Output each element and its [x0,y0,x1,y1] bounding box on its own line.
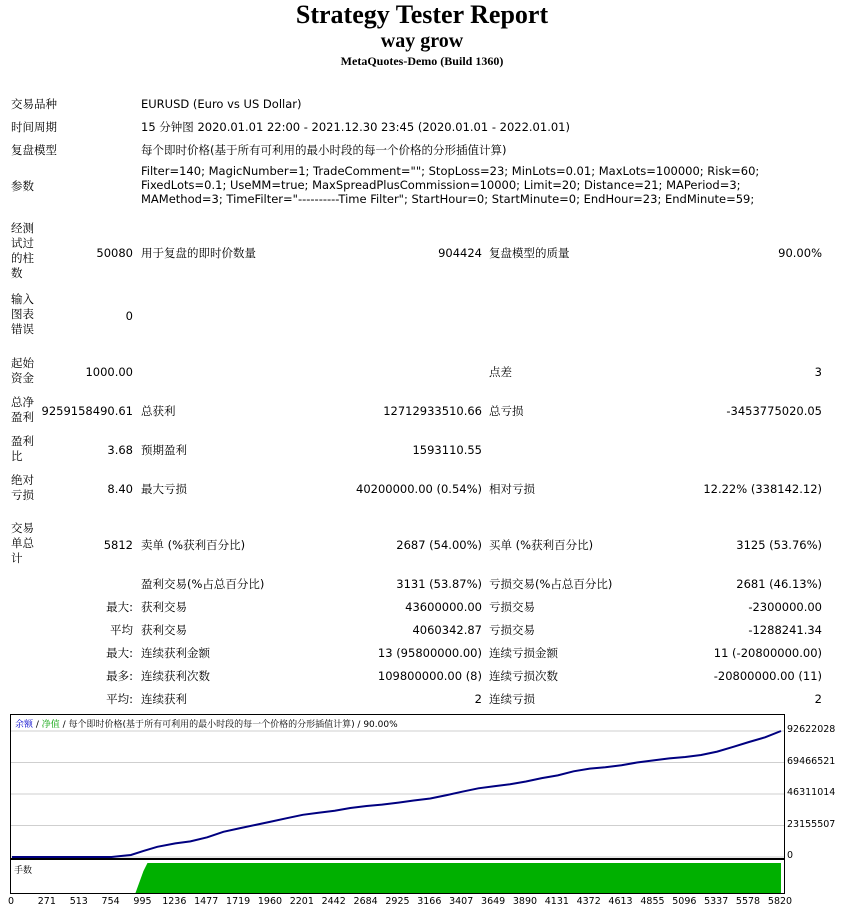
abs-dd-value: 8.40 [107,482,133,496]
rel-dd-value: 12.22% (338142.12) [703,482,822,496]
avg-loss-value: -1288241.34 [748,623,822,637]
max2-prefix: 最大: [106,646,133,660]
x-tick-label: 3649 [481,896,506,907]
pf-label: 盈利比 [11,434,34,463]
deposit-label: 起始资金 [11,356,34,385]
x-tick-label: 1719 [226,896,251,907]
symbol-label: 交易品种 [11,97,57,111]
x-tick-label: 5820 [767,896,793,907]
cons-loss-cnt-label: 连续亏损次数 [489,669,558,683]
short-value: 2687 (54.00%) [396,538,482,552]
avg-win-value: 4060342.87 [412,623,482,637]
long-value: 3125 (53.76%) [736,538,822,552]
balance-plot [11,715,784,858]
x-tick-label: 2201 [289,896,314,907]
largest-loss-label: 亏损交易 [489,600,535,614]
spread-value: 3 [814,365,822,379]
loss-value: 2681 (46.13%) [736,577,822,591]
params-label: 参数 [11,179,34,193]
cons-win-cnt-value: 109800000.00 (8) [377,669,482,683]
x-tick-label: 995 [133,896,152,907]
payoff-label: 预期盈利 [141,443,187,457]
y-tick-label: 46311014 [787,787,836,798]
x-tick-label: 513 [69,896,88,907]
win-label: 盈利交易(%占总百分比) [141,577,265,591]
payoff-value: 1593110.55 [412,443,482,457]
max-dd-value: 40200000.00 (0.54%) [356,482,482,496]
gross-profit-value: 12712933510.66 [383,404,482,418]
deposit-value: 1000.00 [85,365,133,379]
x-tick-label: 3407 [449,896,474,907]
y-tick-label: 23155507 [787,818,836,830]
y-tick-label: 0 [787,850,794,861]
avg-prefix: 平均 [110,623,133,637]
x-tick-label: 2442 [321,896,346,907]
lots-chart [10,859,785,894]
most-prefix: 最多: [106,669,133,683]
avg-cons-win-label: 连续获利 [141,692,187,706]
x-tick-label: 4372 [576,896,601,907]
model-value: 每个即时价格(基于所有可利用的最小时段的每一个价格的分形插值计算) [141,143,507,157]
avg-cons-win-value: 2 [474,692,482,706]
x-tick-label: 754 [101,896,120,907]
net-value: 9259158490.61 [41,404,133,418]
avg-win-label: 获利交易 [141,623,187,637]
lots-plot [11,860,784,893]
period-value: 15 分钟图 2020.01.01 22:00 - 2021.12.30 23:45 (2020.01.01 - 2022.01.01) [141,120,570,134]
x-tick-label: 5578 [735,896,761,907]
report-server: MetaQuotes-Demo (Build 1360) [340,54,504,68]
x-tick-label: 4613 [608,896,633,907]
lots-label: 手数 [14,866,33,876]
quality-value: 90.00% [778,246,822,260]
largest-win-value: 43600000.00 [405,600,482,614]
lots-area [135,863,781,893]
x-tick-label: 0 [7,896,15,907]
win-value: 3131 (53.87%) [396,577,482,591]
legend-rest: / 每个即时价格(基于所有可利用的最小时段的每一个价格的分形插值计算) / 90.00% [59,720,398,730]
x-tick-label: 1960 [257,896,283,907]
gross-loss-value: -3453775020.05 [726,404,822,418]
y-tick-label: 69466521 [787,755,836,767]
cons-loss-amt-value: 11 (-20800000.00) [713,646,822,660]
symbol-value: EURUSD (Euro vs US Dollar) [141,97,302,111]
bars-value: 50080 [96,246,133,260]
cons-loss-cnt-value: -20800000.00 (11) [713,669,822,683]
rel-dd-label: 相对亏损 [489,482,535,496]
gross-profit-label: 总获利 [141,404,176,418]
legend-equity: 净值 [41,720,60,730]
pf-value: 3.68 [107,443,133,457]
params-value: Filter=140; MagicNumber=1; TradeComment=""; StopLoss=23; MinLots=0.01; MaxLots=100000; Risk=60; FixedLots=0.1; UseMM=true; MaxSpreadPlusCommission=10000; Limit=20; Distance=21; MAPeriod=3; MAMethod=3; TimeFilter="----------Time Filter"; StartHour=0; StartMinute=0; EndHour=23; EndMinute=59; [141,164,760,206]
legend-balance: 余额 [15,720,34,730]
largest-win-label: 获利交易 [141,600,187,614]
x-tick-label: 2925 [385,896,410,907]
x-tick-label: 3166 [417,896,442,907]
errors-value: 0 [125,309,133,323]
spread-label: 点差 [489,365,512,379]
loss-label: 亏损交易(%占总百分比) [489,577,613,591]
legend-sep: / [33,720,42,730]
cons-win-amt-value: 13 (95800000.00) [377,646,482,660]
trades-value: 5812 [103,538,133,552]
ticks-label: 用于复盘的即时价数量 [141,246,256,260]
x-tick-label: 5337 [704,896,729,907]
bars-label: 经测试过的柱数 [11,221,34,280]
balance-chart [10,714,785,859]
report-title: Strategy Tester Report [295,0,549,29]
x-tick-label: 2684 [353,896,378,907]
cons-loss-amt-label: 连续亏损金额 [489,646,558,660]
x-tick-label: 3890 [512,896,538,907]
quality-label: 复盘模型的质量 [489,246,570,260]
abs-dd-label: 绝对亏损 [11,473,34,502]
max1-prefix: 最大: [106,600,133,614]
y-tick-label: 92622028 [787,724,836,735]
largest-loss-value: -2300000.00 [748,600,822,614]
x-tick-label: 5096 [672,896,697,907]
x-tick-label: 4131 [544,896,569,907]
x-tick-label: 1236 [162,896,187,907]
short-label: 卖单 (%获利百分比) [141,538,246,552]
period-label: 时间周期 [11,120,57,134]
cons-win-amt-label: 连续获利金额 [141,646,210,660]
avg2-prefix: 平均: [106,692,133,706]
max-dd-label: 最大亏损 [141,482,187,496]
long-label: 买单 (%获利百分比) [489,538,594,552]
cons-win-cnt-label: 连续获利次数 [141,669,210,683]
net-label: 总净盈利 [11,395,34,424]
model-label: 复盘模型 [11,143,57,157]
errors-label: 输入图表错误 [11,292,34,336]
avg-loss-label: 亏损交易 [489,623,535,637]
ticks-value: 904424 [438,246,482,260]
x-tick-label: 271 [37,896,56,907]
avg-cons-loss-value: 2 [814,692,822,706]
gross-loss-label: 总亏损 [489,404,524,418]
x-tick-label: 4855 [640,896,665,907]
report-subtitle: way grow [380,30,464,52]
x-tick-label: 1477 [194,896,219,907]
trades-label: 交易单总计 [11,521,34,565]
avg-cons-loss-label: 连续亏损 [489,692,535,706]
